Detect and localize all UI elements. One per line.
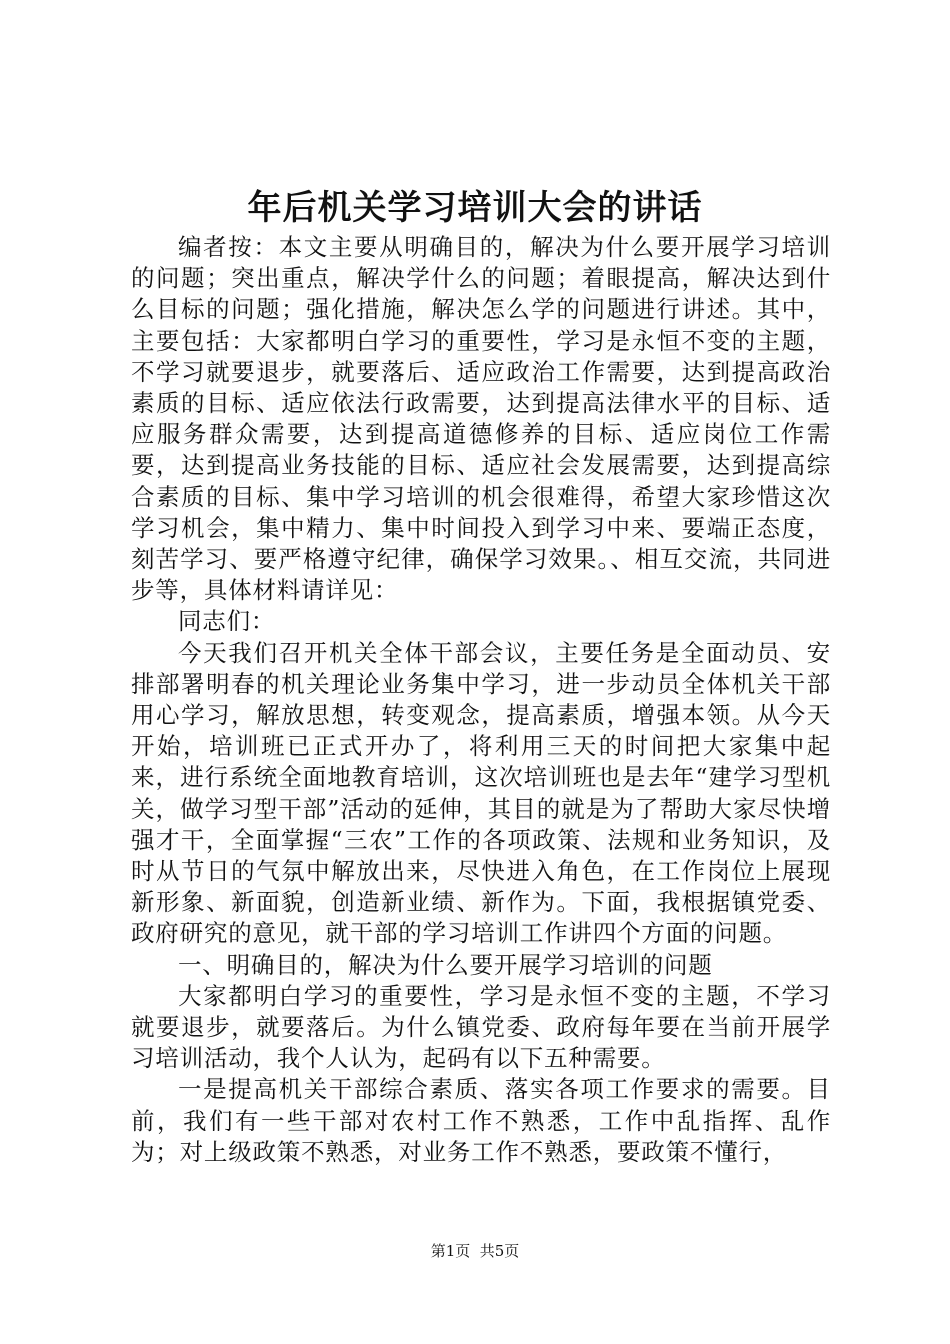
document-title: 年后机关学习培训大会的讲话 xyxy=(247,188,703,228)
document-body xyxy=(131,232,831,1168)
salutation-paragraph: 同志们： xyxy=(178,607,276,636)
body-paragraph: 一是提高机关干部综合素质、落实各项工作要求的需要。目前，我们有一些干部对农村工作不熟悉，工作中乱指挥、乱作为；对上级政策不熟悉，对业务工作不熟悉，要政策不懂行， xyxy=(131,1075,831,1166)
editor-note-paragraph: 编者按：本文主要从明确目的，解决为什么要开展学习培训的问题；突出重点，解决学什么的问题；着眼提高，解决达到什么目标的问题；强化措施，解决怎么学的问题进行讲述。其中，主要包括：大家都明白学习的重要性，学习是永恒不变的主题，不学习就要退步，就要落后、适应政治工作需要，达到提高政治素质的目标、适应依法行政需要，达到提高法律水平的目标、适应服务群众需要，达到提高道德修养的目标、适应岗位工作需要，达到提高业务技能的目标、适应社会发展需要，达到提高综合素质的目标、集中学习培训的机会很难得，希望大家珍惜这次学习机会，集中精力、集中时间投入到学习中来、要端正态度，刻苦学习、要严格遵守纪律，确保学习效果。、相互交流，共同进步等，具体材料请详见： xyxy=(131,233,831,605)
page-number-footer: 第1页 共5页 xyxy=(430,1242,520,1260)
body-paragraph: 今天我们召开机关全体干部会议，主要任务是全面动员、安排部署明春的机关理论业务集中学习，进一步动员全体机关干部用心学习，解放思想，转变观念，提高素质，增强本领。从今天开始，培训班已正式开办了，将利用三天的时间把大家集中起来，进行系统全面地教育培训，这次培训班也是去年“建学习型机关，做学习型干部”活动的延伸，其目的就是为了帮助大家尽快增强才干，全面掌握“三农”工作的各项政策、法规和业务知识，及时从节日的气氛中解放出来，尽快进入角色，在工作岗位上展现新形象、新面貌，创造新业绩、新作为。下面，我根据镇党委、政府研究的意见，就干部的学习培训工作讲四个方面的问题。 xyxy=(131,638,831,948)
body-paragraph: 大家都明白学习的重要性，学习是永恒不变的主题，不学习就要退步，就要落后。为什么镇党委、政府每年要在当前开展学习培训活动，我个人认为，起码有以下五种需要。 xyxy=(131,981,831,1073)
section-heading: 一、明确目的，解决为什么要开展学习培训的问题 xyxy=(178,950,713,979)
